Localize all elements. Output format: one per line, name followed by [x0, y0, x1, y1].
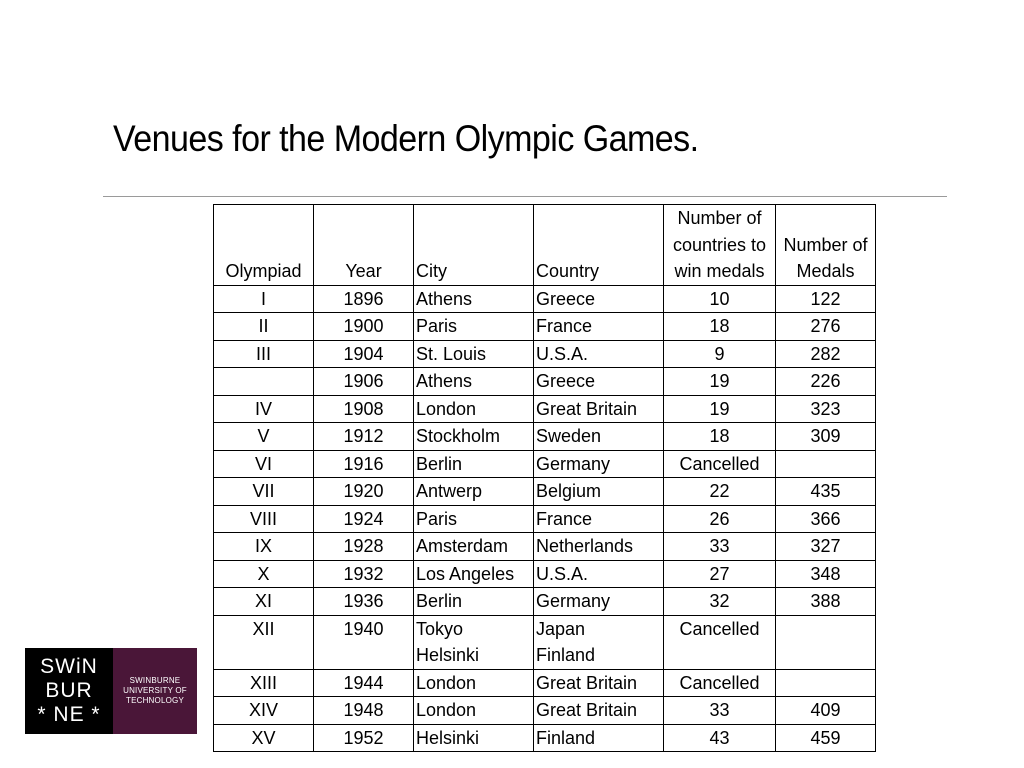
cell-year: 1896 [314, 285, 414, 313]
cell-olympiad: XIII [214, 669, 314, 697]
cell-year: 1940 [314, 615, 414, 669]
header-olympiad: Olympiad [214, 205, 314, 286]
cell-countries: 18 [664, 423, 776, 451]
table-row [214, 313, 876, 341]
cell-countries: Cancelled [664, 669, 776, 697]
table-row [214, 615, 876, 669]
cell-country: Netherlands [534, 533, 664, 561]
header-medals-line1: Number of [783, 234, 868, 255]
table-row [214, 533, 876, 561]
cell-olympiad: XII [214, 615, 314, 669]
cell-city: London [414, 697, 534, 725]
cell-country: U.S.A. [534, 560, 664, 588]
table-row [214, 368, 876, 396]
cell-city-line2: Helsinki [416, 645, 480, 665]
table-row [214, 395, 876, 423]
cell-olympiad: XI [214, 588, 314, 616]
cell-city: Los Angeles [414, 560, 534, 588]
cell-medals: 276 [776, 313, 876, 341]
cell-country: Great Britain [534, 395, 664, 423]
table-row [214, 450, 876, 478]
cell-year: 1928 [314, 533, 414, 561]
cell-olympiad: VII [214, 478, 314, 506]
table-row [214, 423, 876, 451]
cell-city: Athens [414, 285, 534, 313]
header-city: City [414, 205, 534, 286]
cell-medals: 226 [776, 368, 876, 396]
cell-year: 1948 [314, 697, 414, 725]
cell-year: 1932 [314, 560, 414, 588]
cell-olympiad: IV [214, 395, 314, 423]
cell-olympiad: IX [214, 533, 314, 561]
logo-text-line3: TECHNOLOGY [125, 696, 184, 705]
cell-year: 1900 [314, 313, 414, 341]
cell-olympiad: VIII [214, 505, 314, 533]
table-row [214, 560, 876, 588]
cell-medals [776, 669, 876, 697]
olympic-venues-table [213, 204, 876, 752]
cell-countries: 26 [664, 505, 776, 533]
cell-medals: 282 [776, 340, 876, 368]
cell-country: Great Britain [534, 669, 664, 697]
logo-text-line1: SWINBURNE [129, 676, 181, 685]
cell-city: Antwerp [414, 478, 534, 506]
logo-mark [25, 648, 113, 734]
cell-year: 1944 [314, 669, 414, 697]
cell-olympiad: V [214, 423, 314, 451]
header-medals-line2: Medals [796, 261, 855, 281]
cell-medals: 366 [776, 505, 876, 533]
cell-year: 1920 [314, 478, 414, 506]
cell-city: London [414, 669, 534, 697]
cell-country: U.S.A. [534, 340, 664, 368]
cell-countries: 10 [664, 285, 776, 313]
cell-countries: 33 [664, 533, 776, 561]
cell-countries: 22 [664, 478, 776, 506]
cell-city: Helsinki [414, 724, 534, 752]
cell-city: Berlin [414, 450, 534, 478]
cell-city: Paris [414, 313, 534, 341]
logo-mark-line2: BUR [45, 679, 93, 702]
cell-medals: 122 [776, 285, 876, 313]
cell-city [414, 615, 534, 669]
cell-medals: 409 [776, 697, 876, 725]
cell-year: 1906 [314, 368, 414, 396]
cell-country: Belgium [534, 478, 664, 506]
header-countries-line2: countries to [672, 234, 767, 255]
cell-medals: 327 [776, 533, 876, 561]
swinburne-logo [25, 648, 197, 734]
cell-olympiad [214, 368, 314, 396]
cell-olympiad: XV [214, 724, 314, 752]
cell-olympiad: X [214, 560, 314, 588]
table-header-row [214, 205, 876, 286]
cell-medals: 435 [776, 478, 876, 506]
cell-countries: 9 [664, 340, 776, 368]
logo-mark-line1: SWiN [40, 655, 98, 678]
cell-countries: Cancelled [664, 615, 776, 669]
title-divider [103, 196, 947, 197]
cell-country-line2: Finland [536, 645, 596, 665]
logo-mark-line3: * NE * [37, 703, 101, 726]
table-row [214, 697, 876, 725]
logo-text-line2: UNIVERSITY OF [123, 686, 187, 695]
logo-wordmark [113, 648, 197, 734]
cell-medals [776, 615, 876, 669]
cell-countries: 32 [664, 588, 776, 616]
cell-country: Greece [534, 368, 664, 396]
header-countries-to-win-medals [664, 205, 776, 286]
table-row [214, 669, 876, 697]
cell-year: 1952 [314, 724, 414, 752]
cell-city: Stockholm [414, 423, 534, 451]
cell-country [534, 615, 664, 669]
table-row [214, 285, 876, 313]
slide-title: Venues for the Modern Olympic Games. [113, 118, 699, 159]
cell-countries: 18 [664, 313, 776, 341]
header-country: Country [534, 205, 664, 286]
cell-country-line1: Japan [536, 618, 586, 639]
cell-year: 1908 [314, 395, 414, 423]
cell-city: St. Louis [414, 340, 534, 368]
header-number-of-medals [776, 205, 876, 286]
cell-countries: 19 [664, 368, 776, 396]
table-row [214, 724, 876, 752]
cell-year: 1936 [314, 588, 414, 616]
cell-city: Amsterdam [414, 533, 534, 561]
cell-country: Germany [534, 588, 664, 616]
cell-country: Germany [534, 450, 664, 478]
cell-medals: 459 [776, 724, 876, 752]
cell-medals: 309 [776, 423, 876, 451]
table-row [214, 505, 876, 533]
cell-medals: 348 [776, 560, 876, 588]
table-row [214, 588, 876, 616]
cell-year: 1916 [314, 450, 414, 478]
cell-city: Paris [414, 505, 534, 533]
cell-medals: 388 [776, 588, 876, 616]
cell-country: France [534, 313, 664, 341]
table-row [214, 478, 876, 506]
cell-country: Greece [534, 285, 664, 313]
cell-country: Sweden [534, 423, 664, 451]
cell-countries: 19 [664, 395, 776, 423]
cell-countries: 43 [664, 724, 776, 752]
header-countries-line3: win medals [674, 261, 765, 281]
table-row [214, 340, 876, 368]
header-year: Year [314, 205, 414, 286]
cell-year: 1924 [314, 505, 414, 533]
cell-year: 1912 [314, 423, 414, 451]
cell-country: France [534, 505, 664, 533]
cell-olympiad: XIV [214, 697, 314, 725]
cell-countries: 27 [664, 560, 776, 588]
cell-medals [776, 450, 876, 478]
cell-city: London [414, 395, 534, 423]
cell-olympiad: VI [214, 450, 314, 478]
cell-olympiad: II [214, 313, 314, 341]
cell-city: Berlin [414, 588, 534, 616]
cell-city: Athens [414, 368, 534, 396]
cell-country: Finland [534, 724, 664, 752]
header-countries-line1: Number of [677, 208, 762, 228]
cell-year: 1904 [314, 340, 414, 368]
cell-city-line1: Tokyo [416, 618, 464, 639]
cell-countries: Cancelled [664, 450, 776, 478]
cell-country: Great Britain [534, 697, 664, 725]
cell-olympiad: III [214, 340, 314, 368]
cell-medals: 323 [776, 395, 876, 423]
cell-olympiad: I [214, 285, 314, 313]
cell-countries: 33 [664, 697, 776, 725]
